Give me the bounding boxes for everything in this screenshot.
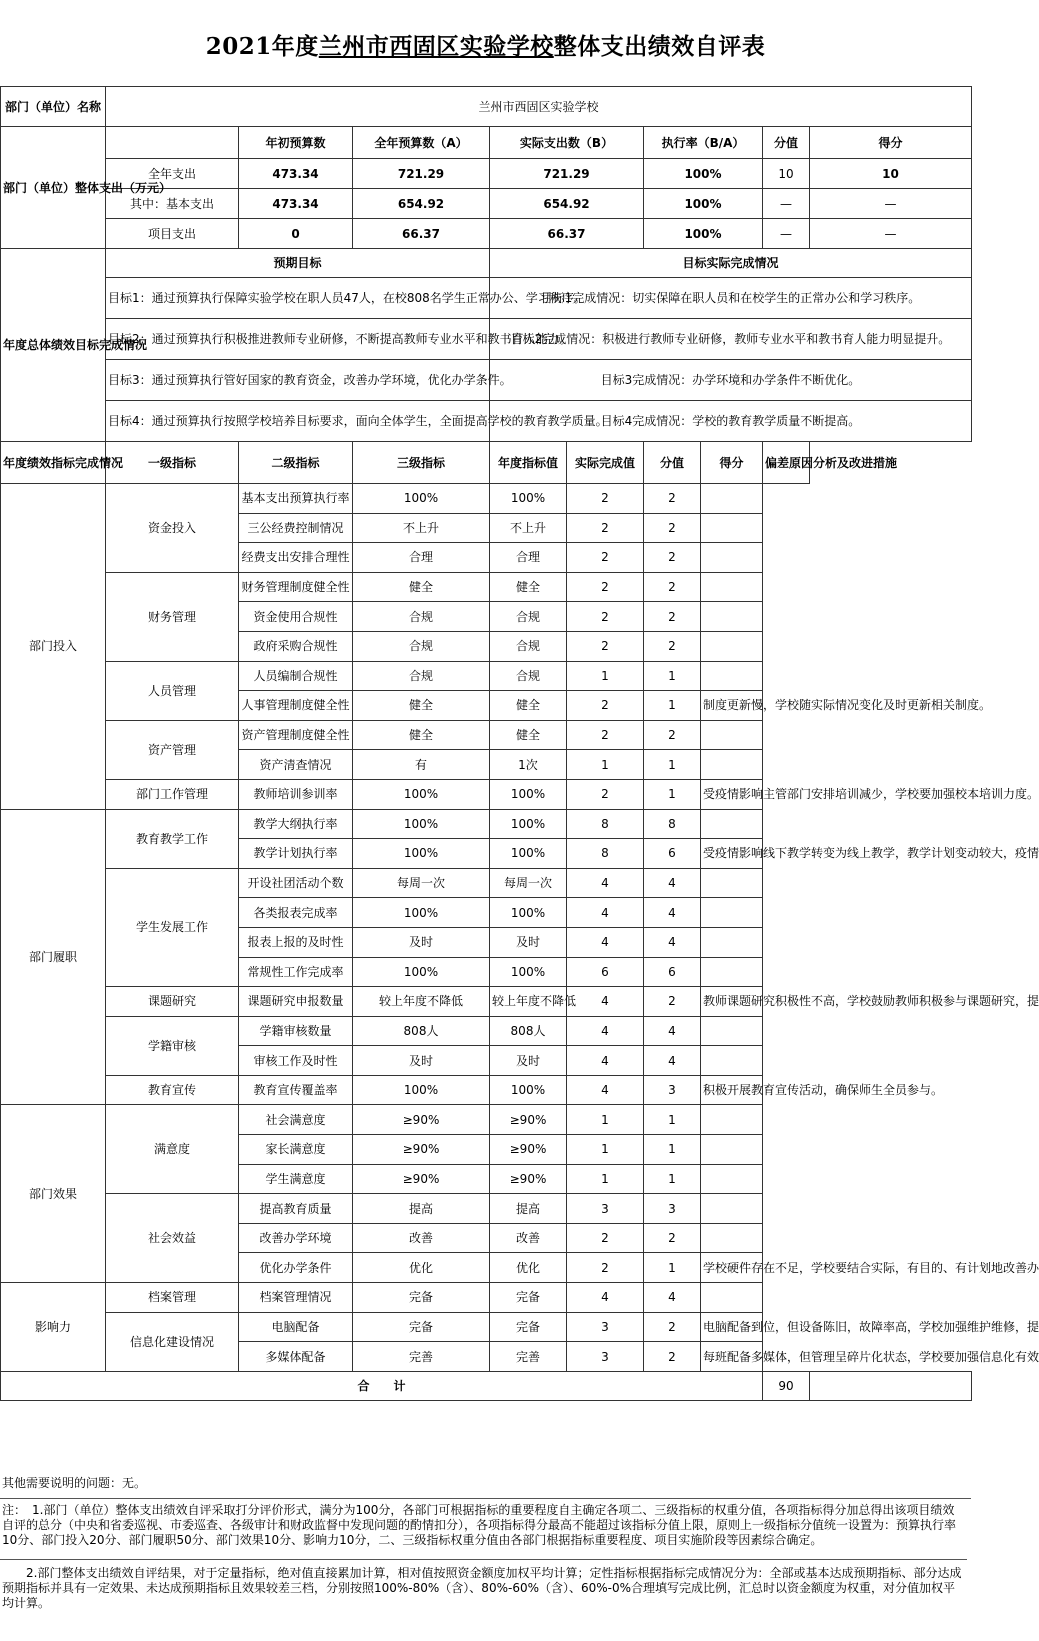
deviation-note	[701, 750, 763, 780]
spend-header-empty	[106, 127, 239, 159]
earned-score: 6	[644, 839, 701, 869]
indicator-header: 实际完成值	[567, 442, 644, 484]
spend-row-label: 其中：基本支出	[106, 189, 239, 219]
spend-header: 全年预算数（A）	[353, 127, 490, 159]
level3-indicator: 开设社团活动个数	[239, 868, 353, 898]
spend-cell: 100%	[644, 159, 763, 189]
level3-indicator: 资产管理制度健全性	[239, 720, 353, 750]
earned-score: 6	[644, 957, 701, 987]
spend-header: 执行率（B/A）	[644, 127, 763, 159]
dept-spend-label: 部门（单位）整体支出（万元）	[1, 127, 106, 249]
level3-indicator: 教学大纲执行率	[239, 809, 353, 839]
level3-indicator: 各类报表完成率	[239, 898, 353, 928]
title-rest: 整体支出绩效自评表	[553, 32, 766, 60]
target-value: ≥90%	[353, 1135, 490, 1165]
score-value: 2	[567, 543, 644, 573]
indicator-row	[1, 1312, 972, 1342]
score-value: 3	[567, 1194, 644, 1224]
target-value: 100%	[353, 809, 490, 839]
deviation-note	[701, 957, 763, 987]
goal-row	[1, 360, 972, 401]
level3-indicator: 改善办学环境	[239, 1223, 353, 1253]
indicator-row	[1, 1016, 972, 1046]
deviation-note	[701, 1135, 763, 1165]
earned-score: 4	[644, 898, 701, 928]
actual-value: ≥90%	[490, 1164, 567, 1194]
spend-cell: 473.34	[239, 159, 353, 189]
goal-expected: 目标2：通过预算执行积极推进教师专业研修，不断提高教师专业水平和教书育人能力。	[106, 319, 490, 360]
actual-value: 完备	[490, 1283, 567, 1313]
level3-indicator: 报表上报的及时性	[239, 927, 353, 957]
target-value: 改善	[353, 1223, 490, 1253]
deviation-note	[701, 661, 763, 691]
indicator-header: 二级指标	[239, 442, 353, 484]
level3-indicator: 教育宣传覆盖率	[239, 1075, 353, 1105]
target-value: 健全	[353, 691, 490, 721]
spend-cell: 100%	[644, 219, 763, 249]
level3-indicator: 教师培训参训率	[239, 779, 353, 809]
earned-score: 4	[644, 868, 701, 898]
spend-cell: 10	[810, 159, 972, 189]
level3-indicator: 电脑配备	[239, 1312, 353, 1342]
score-value: 1	[567, 750, 644, 780]
score-value: 2	[567, 572, 644, 602]
score-value: 1	[567, 1105, 644, 1135]
target-value: ≥90%	[353, 1105, 490, 1135]
goal-actual: 目标4完成情况：学校的教育教学质量不断提高。	[490, 401, 972, 442]
goal-header-row	[1, 249, 972, 278]
dept-name-row	[1, 87, 972, 127]
spend-cell: 66.37	[353, 219, 490, 249]
score-value: 4	[567, 987, 644, 1017]
earned-score: 2	[644, 602, 701, 632]
target-value: 100%	[353, 484, 490, 514]
target-value: 合理	[353, 543, 490, 573]
deviation-note	[701, 898, 763, 928]
level2-indicator: 课题研究	[106, 987, 239, 1017]
indicator-row	[1, 572, 972, 602]
level2-indicator: 部门工作管理	[106, 779, 239, 809]
actual-value: 健全	[490, 720, 567, 750]
target-value: 100%	[353, 898, 490, 928]
level3-indicator: 经费支出安排合理性	[239, 543, 353, 573]
actual-value: 改善	[490, 1223, 567, 1253]
level3-indicator: 提高教育质量	[239, 1194, 353, 1224]
actual-value: 合规	[490, 602, 567, 632]
earned-score: 3	[644, 1075, 701, 1105]
score-value: 4	[567, 1075, 644, 1105]
spend-cell: 473.34	[239, 189, 353, 219]
level3-indicator: 资产清查情况	[239, 750, 353, 780]
spend-cell: 721.29	[353, 159, 490, 189]
earned-score: 1	[644, 1105, 701, 1135]
goal-actual: 目标3完成情况：办学环境和办学条件不断优化。	[490, 360, 972, 401]
indicator-row	[1, 1283, 972, 1313]
actual-value: 及时	[490, 927, 567, 957]
actual-value: 100%	[490, 1075, 567, 1105]
actual-value: 100%	[490, 779, 567, 809]
level3-indicator: 三公经费控制情况	[239, 513, 353, 543]
actual-value: 健全	[490, 572, 567, 602]
actual-value: ≥90%	[490, 1135, 567, 1165]
goal-row	[1, 319, 972, 360]
spend-cell: 100%	[644, 189, 763, 219]
score-value: 2	[567, 779, 644, 809]
score-value: 2	[567, 720, 644, 750]
actual-value: 100%	[490, 898, 567, 928]
level3-indicator: 课题研究申报数量	[239, 987, 353, 1017]
earned-score: 3	[644, 1194, 701, 1224]
score-value: 4	[567, 1283, 644, 1313]
score-value: 4	[567, 1046, 644, 1076]
deviation-note	[701, 809, 763, 839]
spend-row-label: 项目支出	[106, 219, 239, 249]
total-row	[1, 1371, 972, 1400]
score-value: 2	[567, 691, 644, 721]
earned-score: 1	[644, 661, 701, 691]
goal-row	[1, 278, 972, 319]
actual-value: 及时	[490, 1046, 567, 1076]
indicator-header: 得分	[701, 442, 763, 484]
score-value: 1	[567, 661, 644, 691]
actual-value: 合规	[490, 631, 567, 661]
score-value: 3	[567, 1342, 644, 1372]
actual-value: 较上年度不降低	[490, 987, 567, 1017]
earned-score: 4	[644, 927, 701, 957]
indicator-header: 分值	[644, 442, 701, 484]
earned-score: 1	[644, 750, 701, 780]
target-value: 每周一次	[353, 868, 490, 898]
target-value: 及时	[353, 1046, 490, 1076]
goal-expected: 目标1：通过预算执行保障实验学校在职人员47人，在校808名学生正常办公、学习秩序。	[106, 278, 490, 319]
note-2: 2.部门整体支出绩效自评结果，对于定量指标，绝对值直接累加计算，相对值按照资金额度加权平均计算；定性指标根据指标完成情况分为：全部或基本达成预期指标、部分达成预期指标并具有一定效果、未达成预期指标且效果较差三档，分别按照100%-80%（含）、80%-60%（含）、60%-0%合理填写完成比例，汇总时以资金额度为权重，对分值加权平均计算。	[2, 1566, 962, 1610]
earned-score: 1	[644, 1135, 701, 1165]
deviation-note	[701, 1164, 763, 1194]
indicator-row	[1, 779, 972, 809]
level2-indicator: 满意度	[106, 1105, 239, 1194]
level3-indicator: 审核工作及时性	[239, 1046, 353, 1076]
indicator-row	[1, 484, 972, 514]
target-value: 较上年度不降低	[353, 987, 490, 1017]
level1-indicator: 部门效果	[1, 1105, 106, 1283]
spend-header: 实际支出数（B）	[490, 127, 644, 159]
level3-indicator: 学生满意度	[239, 1164, 353, 1194]
indicator-row	[1, 809, 972, 839]
deviation-note	[701, 1046, 763, 1076]
actual-value: 优化	[490, 1253, 567, 1283]
score-value: 6	[567, 957, 644, 987]
spend-cell: —	[810, 219, 972, 249]
earned-score: 4	[644, 1283, 701, 1313]
deviation-note	[701, 602, 763, 632]
actual-value: 100%	[490, 484, 567, 514]
score-value: 8	[567, 809, 644, 839]
spend-cell: 10	[763, 159, 810, 189]
indicator-row	[1, 1194, 972, 1224]
spend-row	[1, 219, 972, 249]
level3-indicator: 政府采购合规性	[239, 631, 353, 661]
earned-score: 2	[644, 1342, 701, 1372]
deviation-note	[701, 720, 763, 750]
actual-value: 不上升	[490, 513, 567, 543]
level2-indicator: 学籍审核	[106, 1016, 239, 1075]
level3-indicator: 优化办学条件	[239, 1253, 353, 1283]
note-1: 注： 1.部门（单位）整体支出绩效自评采取打分评价形式，满分为100分，各部门可根据指标的重要程度自主确定各项二、三级指标的权重分值，各项指标得分加总得出该项目绩效自评的总分（中央和省委巡视、市委巡查、各级审计和财政监督中发现问题的酌情扣分），各项指标得分最高不能超过该指标分值上限，原则上一级指标分值统一设置为：预算执行率10分、部门投入20分、部门履职50分、部门效果10分、影响力10分，二、三级指标权重分值由各部门根据指标重要程度、项目实施阶段等因素综合确定。	[0, 1499, 967, 1560]
title-school: 兰州市西固区实验学校	[318, 32, 554, 60]
deviation-note: 教师课题研究积极性不高，学校鼓励教师积极参与课题研究，提	[701, 987, 763, 1017]
level2-indicator: 财务管理	[106, 572, 239, 661]
score-value: 2	[567, 484, 644, 514]
target-value: 完备	[353, 1283, 490, 1313]
goals-label: 年度总体绩效目标完成情况	[1, 249, 106, 442]
actual-value: 合规	[490, 661, 567, 691]
spend-cell: —	[763, 219, 810, 249]
indicator-row	[1, 868, 972, 898]
deviation-note	[701, 927, 763, 957]
earned-score: 2	[644, 1312, 701, 1342]
earned-score: 2	[644, 484, 701, 514]
actual-value: 1次	[490, 750, 567, 780]
deviation-note	[701, 543, 763, 573]
actual-value: 100%	[490, 839, 567, 869]
level3-indicator: 多媒体配备	[239, 1342, 353, 1372]
actual-value: ≥90%	[490, 1105, 567, 1135]
actual-value: 每周一次	[490, 868, 567, 898]
deviation-note	[701, 631, 763, 661]
spend-cell: 66.37	[490, 219, 644, 249]
earned-score: 1	[644, 779, 701, 809]
target-value: 完善	[353, 1342, 490, 1372]
earned-score: 4	[644, 1046, 701, 1076]
actual-value: 100%	[490, 957, 567, 987]
deviation-note: 积极开展教育宣传活动，确保师生全员参与。	[701, 1075, 763, 1105]
score-value: 4	[567, 927, 644, 957]
spend-cell: 721.29	[490, 159, 644, 189]
spend-cell: 654.92	[353, 189, 490, 219]
deviation-note: 受疫情影响主管部门安排培训减少，学校要加强校本培训力度。	[701, 779, 763, 809]
deviation-note: 制度更新慢，学校随实际情况变化及时更新相关制度。	[701, 691, 763, 721]
deviation-note: 电脑配备到位，但设备陈旧，故障率高，学校加强维护维修，提	[701, 1312, 763, 1342]
target-value: 健全	[353, 572, 490, 602]
level3-indicator: 社会满意度	[239, 1105, 353, 1135]
earned-score: 2	[644, 987, 701, 1017]
indicator-header: 三级指标	[353, 442, 490, 484]
earned-score: 2	[644, 572, 701, 602]
target-value: 不上升	[353, 513, 490, 543]
spend-row-label: 全年支出	[106, 159, 239, 189]
target-value: 100%	[353, 957, 490, 987]
deviation-note	[701, 572, 763, 602]
deviation-note: 每班配备多媒体，但管理呈碎片化状态，学校要加强信息化有效	[701, 1342, 763, 1372]
indicator-row	[1, 720, 972, 750]
target-value: 合规	[353, 602, 490, 632]
level3-indicator: 教学计划执行率	[239, 839, 353, 869]
deviation-note: 受疫情影响线下教学转变为线上教学，教学计划变动较大，疫情	[701, 839, 763, 869]
actual-value: 提高	[490, 1194, 567, 1224]
target-value: 808人	[353, 1016, 490, 1046]
actual-value: 完善	[490, 1342, 567, 1372]
target-value: 提高	[353, 1194, 490, 1224]
earned-score: 2	[644, 631, 701, 661]
total-score: 90	[763, 1371, 810, 1400]
level1-indicator: 影响力	[1, 1283, 106, 1372]
goal-expected: 目标4：通过预算执行按照学校培养目标要求，面向全体学生，全面提高学校的教育教学质量。	[106, 401, 490, 442]
goal-actual: 目标1完成情况：切实保障在职人员和在校学生的正常办公和学习秩序。	[490, 278, 972, 319]
spend-cell: 0	[239, 219, 353, 249]
evaluation-table	[0, 86, 1039, 1401]
dept-name-value: 兰州市西固区实验学校	[106, 87, 972, 127]
level3-indicator: 常规性工作完成率	[239, 957, 353, 987]
target-value: 优化	[353, 1253, 490, 1283]
level2-indicator: 档案管理	[106, 1283, 239, 1313]
dept-name-label: 部门（单位）名称	[1, 87, 106, 127]
earned-score: 2	[644, 543, 701, 573]
deviation-note	[701, 484, 763, 514]
level2-indicator: 资产管理	[106, 720, 239, 779]
actual-value: 健全	[490, 691, 567, 721]
level3-indicator: 学籍审核数量	[239, 1016, 353, 1046]
target-value: 100%	[353, 779, 490, 809]
level3-indicator: 家长满意度	[239, 1135, 353, 1165]
actual-value: 合理	[490, 543, 567, 573]
target-value: 健全	[353, 720, 490, 750]
level3-indicator: 人员编制合规性	[239, 661, 353, 691]
target-value: 100%	[353, 839, 490, 869]
target-value: ≥90%	[353, 1164, 490, 1194]
spend-cell: —	[810, 189, 972, 219]
deviation-note	[701, 1105, 763, 1135]
spend-cell: 654.92	[490, 189, 644, 219]
level2-indicator: 人员管理	[106, 661, 239, 720]
indicators-label: 年度绩效指标完成情况	[1, 442, 106, 484]
target-value: 合规	[353, 631, 490, 661]
goal-header-expected: 预期目标	[106, 249, 490, 278]
target-value: 100%	[353, 1075, 490, 1105]
level2-indicator: 学生发展工作	[106, 868, 239, 986]
score-value: 2	[567, 513, 644, 543]
earned-score: 1	[644, 691, 701, 721]
score-value: 3	[567, 1312, 644, 1342]
score-value: 4	[567, 898, 644, 928]
earned-score: 1	[644, 1253, 701, 1283]
level3-indicator: 档案管理情况	[239, 1283, 353, 1313]
level1-indicator: 部门投入	[1, 484, 106, 810]
earned-score: 8	[644, 809, 701, 839]
actual-value: 808人	[490, 1016, 567, 1046]
spend-header: 分值	[763, 127, 810, 159]
deviation-note	[701, 868, 763, 898]
score-value: 1	[567, 1164, 644, 1194]
score-value: 2	[567, 602, 644, 632]
score-value: 2	[567, 1253, 644, 1283]
deviation-note	[701, 1194, 763, 1224]
level1-indicator: 部门履职	[1, 809, 106, 1105]
level2-indicator: 信息化建设情况	[106, 1312, 239, 1371]
level3-indicator: 财务管理制度健全性	[239, 572, 353, 602]
indicator-row	[1, 1105, 972, 1135]
deviation-note	[701, 1223, 763, 1253]
level3-indicator: 资金使用合规性	[239, 602, 353, 632]
score-value: 4	[567, 1016, 644, 1046]
total-label: 合 计	[1, 1371, 763, 1400]
score-value: 1	[567, 1135, 644, 1165]
level3-indicator: 人事管理制度健全性	[239, 691, 353, 721]
earned-score: 1	[644, 1164, 701, 1194]
earned-score: 2	[644, 1223, 701, 1253]
spend-header-row	[1, 127, 972, 159]
indicator-header: 偏差原因分析及改进措施	[763, 442, 810, 484]
indicator-header-row	[1, 442, 972, 484]
score-value: 8	[567, 839, 644, 869]
target-value: 合规	[353, 661, 490, 691]
target-value: 完备	[353, 1312, 490, 1342]
score-value: 4	[567, 868, 644, 898]
spend-cell: —	[763, 189, 810, 219]
goal-actual: 目标2完成情况：积极进行教师专业研修，教师专业水平和教书育人能力明显提升。	[490, 319, 972, 360]
indicator-row	[1, 1075, 972, 1105]
indicator-row	[1, 661, 972, 691]
actual-value: 100%	[490, 809, 567, 839]
goal-header-actual: 目标实际完成情况	[490, 249, 972, 278]
deviation-note	[701, 1283, 763, 1313]
indicator-header: 一级指标	[106, 442, 239, 484]
deviation-note: 学校硬件存在不足，学校要结合实际，有目的、有计划地改善办	[701, 1253, 763, 1283]
earned-score: 4	[644, 1016, 701, 1046]
level2-indicator: 资金投入	[106, 484, 239, 573]
indicator-row	[1, 987, 972, 1017]
target-value: 及时	[353, 927, 490, 957]
page-title	[0, 0, 971, 88]
level2-indicator: 教育教学工作	[106, 809, 239, 868]
deviation-note	[701, 513, 763, 543]
level3-indicator: 基本支出预算执行率	[239, 484, 353, 514]
spend-header: 得分	[810, 127, 972, 159]
title-year: 2021年度	[205, 32, 319, 60]
total-empty	[810, 1371, 972, 1400]
level2-indicator: 教育宣传	[106, 1075, 239, 1105]
earned-score: 2	[644, 513, 701, 543]
target-value: 有	[353, 750, 490, 780]
goal-expected: 目标3：通过预算执行管好国家的教育资金，改善办学环境，优化办学条件。	[106, 360, 490, 401]
indicator-header: 年度指标值	[490, 442, 567, 484]
goal-row	[1, 401, 972, 442]
spend-header: 年初预算数	[239, 127, 353, 159]
deviation-note	[701, 1016, 763, 1046]
other-notes: 其他需要说明的问题：无。	[0, 1469, 971, 1499]
earned-score: 2	[644, 720, 701, 750]
score-value: 2	[567, 1223, 644, 1253]
level2-indicator: 社会效益	[106, 1194, 239, 1283]
score-value: 2	[567, 631, 644, 661]
actual-value: 完备	[490, 1312, 567, 1342]
